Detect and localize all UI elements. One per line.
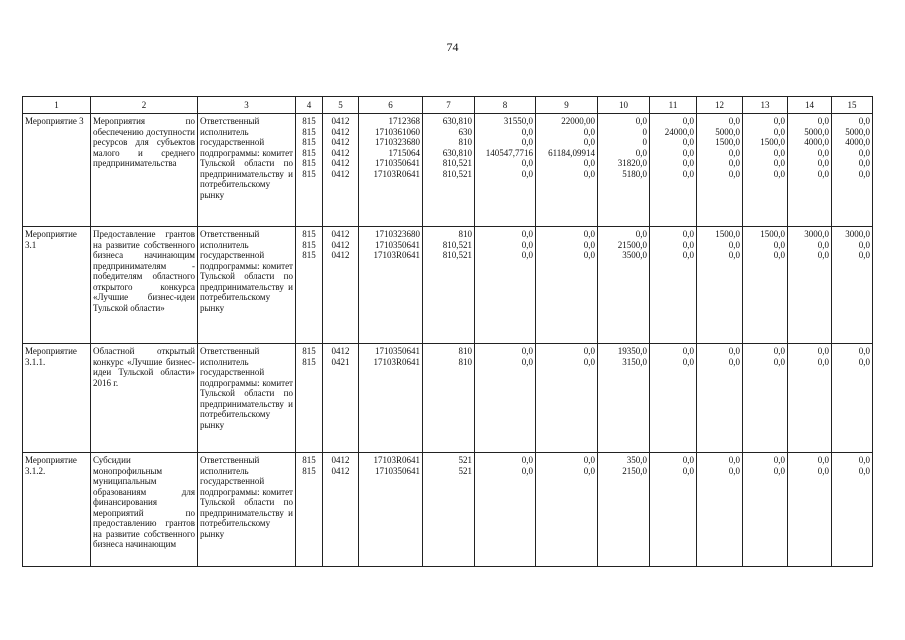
target-article: 1710323680 1710350641 17103R0641 — [359, 227, 423, 344]
column-header: 9 — [536, 97, 598, 114]
event-description: Предоставление грантов на развитие собственного бизнеса начинающим предпринимателям - победителям областного открытого конкурса «Лучшие бизнес-идеи Тульской области» — [91, 227, 198, 344]
column-header: 2 — [91, 97, 198, 114]
value-col-15: 3000,0 0,0 0,0 — [832, 227, 873, 344]
value-col-14: 0,0 0,0 — [788, 344, 832, 453]
responsible-executor: Ответственный исполнитель государственной подпрограммы: комитет Тульской области по предпринимательству и потребительскому рынку — [198, 114, 296, 227]
target-article: 1710350641 17103R0641 — [359, 344, 423, 453]
value-col-12: 0,0 0,0 — [697, 453, 743, 567]
value-col-11: 0,0 0,0 0,0 — [650, 227, 697, 344]
column-header: 8 — [475, 97, 536, 114]
responsible-executor: Ответственный исполнитель государственной подпрограммы: комитет Тульской области по предпринимательству и потребительскому рынку — [198, 227, 296, 344]
value-col-8: 0,0 0,0 — [475, 344, 536, 453]
table-row — [23, 227, 873, 344]
value-col-8: 0,0 0,0 0,0 — [475, 227, 536, 344]
value-col-11: 0,0 0,0 — [650, 453, 697, 567]
page-number: 74 — [446, 40, 459, 54]
section-code: 0412 0412 0412 — [323, 227, 359, 344]
responsible-executor: Ответственный исполнитель государственной подпрограммы: комитет Тульской области по предпринимательству и потребительскому рынку — [198, 453, 296, 567]
value-col-14: 3000,0 0,0 0,0 — [788, 227, 832, 344]
event-name: Мероприятие 3 — [23, 114, 91, 227]
target-article: 17103R0641 1710350641 — [359, 453, 423, 567]
table-row — [23, 453, 873, 567]
target-article: 1712368 1710361060 1710323680 1715064 1710350641 17103R0641 — [359, 114, 423, 227]
value-col-9: 0,0 0,0 0,0 — [536, 227, 598, 344]
column-header: 12 — [697, 97, 743, 114]
event-name: Мероприятие 3.1 — [23, 227, 91, 344]
value-col-9: 0,0 0,0 — [536, 453, 598, 567]
value-col-12: 0,0 0,0 — [697, 344, 743, 453]
column-header: 3 — [198, 97, 296, 114]
event-description: Субсидии монопрофильным муниципальным образованиям для финансирования мероприятий по предоставлению грантов на развитие собственного бизнеса начинающим — [91, 453, 198, 567]
value-col-10: 0,0 21500,0 3500,0 — [598, 227, 650, 344]
column-header: 11 — [650, 97, 697, 114]
value-col-13: 0,0 0,0 — [743, 453, 788, 567]
table-row — [23, 344, 873, 453]
header-row — [23, 97, 873, 114]
value-col-9: 0,0 0,0 — [536, 344, 598, 453]
column-header: 5 — [323, 97, 359, 114]
column-header: 14 — [788, 97, 832, 114]
grbs-code: 815 815 — [296, 453, 323, 567]
grbs-code: 815 815 815 — [296, 227, 323, 344]
responsible-executor: Ответственный исполнитель государственной подпрограммы: комитет Тульской области по предпринимательству и потребительскому рынку — [198, 344, 296, 453]
value-col-15: 0,0 0,0 — [832, 344, 873, 453]
value-col-8: 0,0 0,0 — [475, 453, 536, 567]
value-col-12: 1500,0 0,0 0,0 — [697, 227, 743, 344]
value-col-9: 22000,00 0,0 0,0 61184,09914 0,0 0,0 — [536, 114, 598, 227]
expense-type: 810 810,521 810,521 — [423, 227, 475, 344]
expense-type: 810 810 — [423, 344, 475, 453]
value-col-13: 0,0 0,0 — [743, 344, 788, 453]
value-col-13: 1500,0 0,0 0,0 — [743, 227, 788, 344]
value-col-15: 0,0 5000,0 4000,0 0,0 0,0 0,0 — [832, 114, 873, 227]
expense-type: 630,810 630 810 630,810 810,521 810,521 — [423, 114, 475, 227]
value-col-14: 0,0 0,0 — [788, 453, 832, 567]
column-header: 13 — [743, 97, 788, 114]
event-name: Мероприятие 3.1.1. — [23, 344, 91, 453]
value-col-15: 0,0 0,0 — [832, 453, 873, 567]
value-col-11: 0,0 24000,0 0,0 0,0 0,0 0,0 — [650, 114, 697, 227]
value-col-13: 0,0 0,0 1500,0 0,0 0,0 0,0 — [743, 114, 788, 227]
value-col-12: 0,0 5000,0 1500,0 0,0 0,0 0,0 — [697, 114, 743, 227]
grbs-code: 815 815 — [296, 344, 323, 453]
expense-type: 521 521 — [423, 453, 475, 567]
column-header: 10 — [598, 97, 650, 114]
value-col-8: 31550,0 0,0 0,0 140547,7716 0,0 0,0 — [475, 114, 536, 227]
column-header: 1 — [23, 97, 91, 114]
value-col-11: 0,0 0,0 — [650, 344, 697, 453]
section-code: 0412 0412 — [323, 453, 359, 567]
value-col-10: 19350,0 3150,0 — [598, 344, 650, 453]
budget-table — [22, 96, 873, 567]
event-description: Областной открытый конкурс «Лучшие бизнес-идеи Тульской области» 2016 г. — [91, 344, 198, 453]
column-header: 15 — [832, 97, 873, 114]
value-col-10: 0,0 0 0 0,0 31820,0 5180,0 — [598, 114, 650, 227]
section-code: 0412 0412 0412 0412 0412 0412 — [323, 114, 359, 227]
column-header: 7 — [423, 97, 475, 114]
column-header: 4 — [296, 97, 323, 114]
column-header: 6 — [359, 97, 423, 114]
table-row — [23, 114, 873, 227]
event-description: Мероприятия по обеспечению доступности ресурсов для субъектов малого и среднего предпринимательства — [91, 114, 198, 227]
value-col-14: 0,0 5000,0 4000,0 0,0 0,0 0,0 — [788, 114, 832, 227]
section-code: 0412 0421 — [323, 344, 359, 453]
event-name: Мероприятие 3.1.2. — [23, 453, 91, 567]
value-col-10: 350,0 2150,0 — [598, 453, 650, 567]
grbs-code: 815 815 815 815 815 815 — [296, 114, 323, 227]
